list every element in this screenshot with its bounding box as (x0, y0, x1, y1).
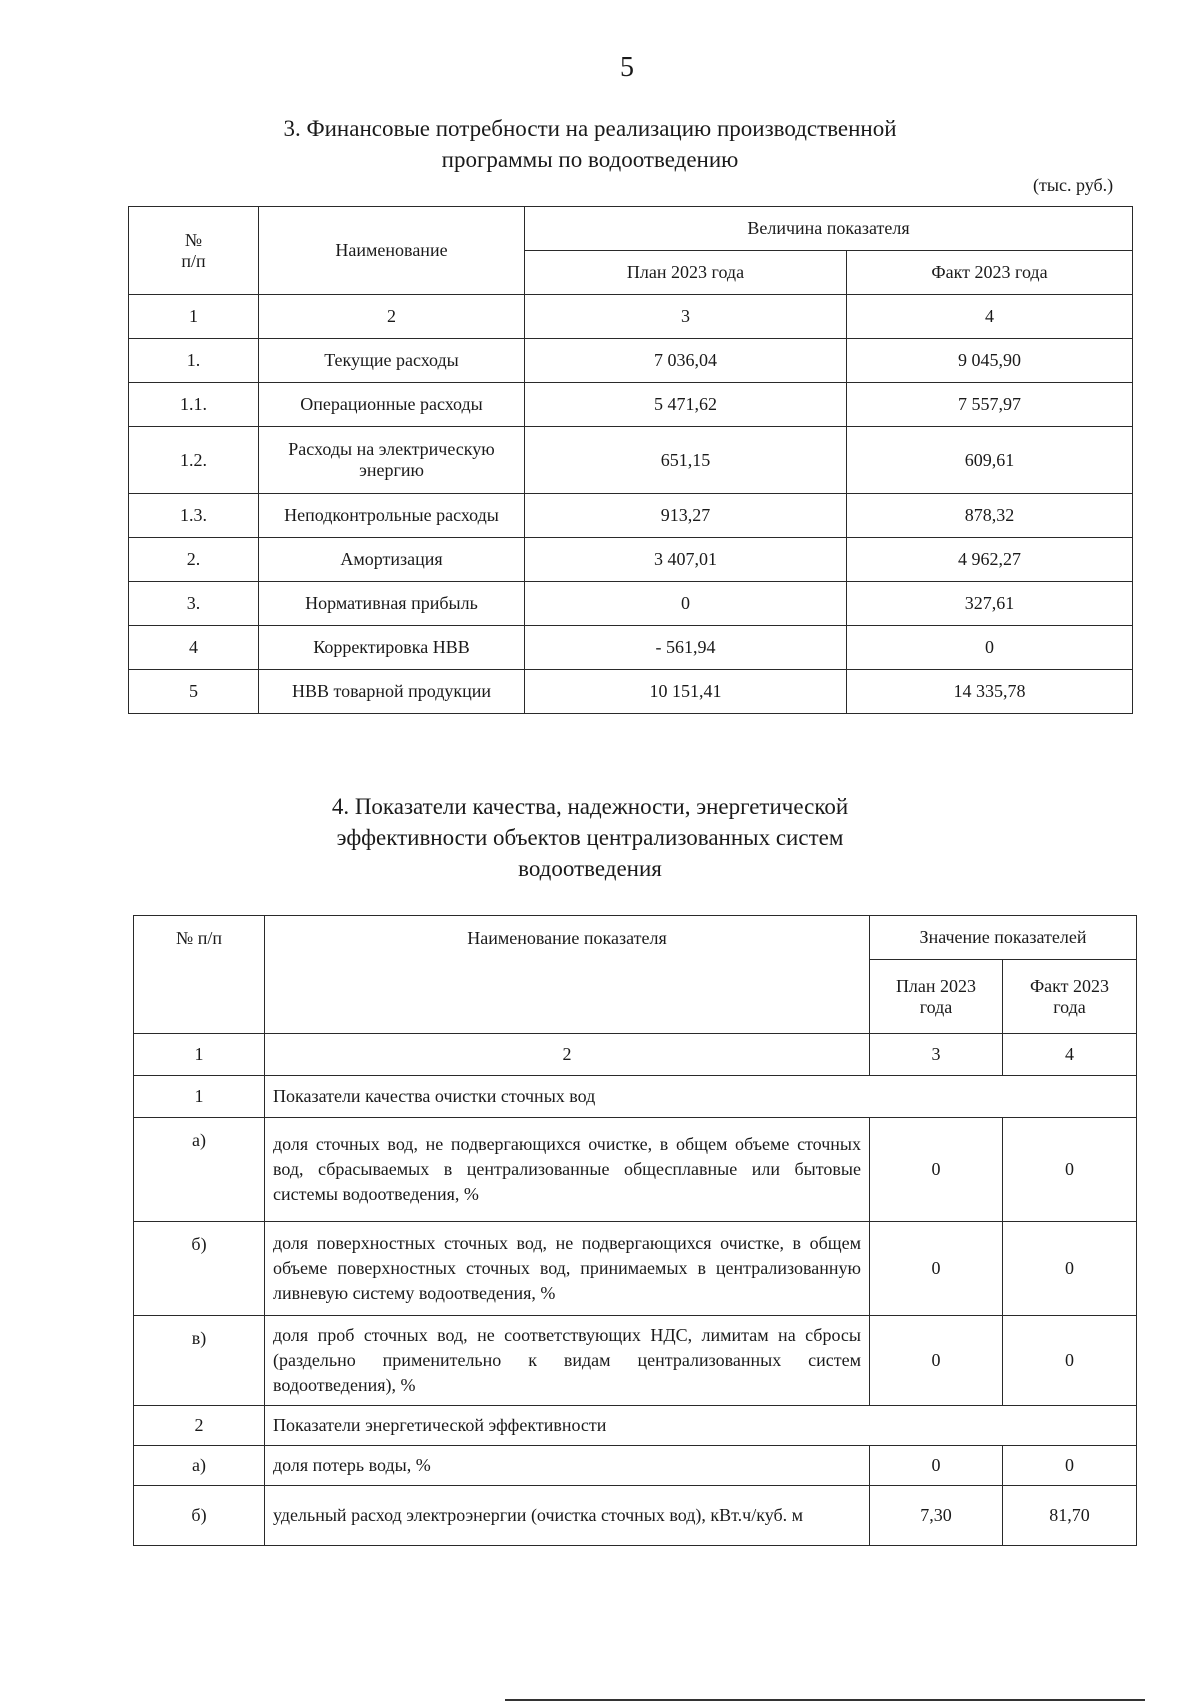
table-row (129, 538, 1133, 582)
table-row (129, 626, 1133, 670)
table-row (134, 1222, 1137, 1316)
section-title: Показатели энергетической эффективности (265, 1406, 1137, 1446)
header-plan: План 2023 года (525, 251, 847, 295)
column-number: 3 (870, 1034, 1003, 1076)
table-row (134, 1316, 1137, 1406)
row-number: б) (134, 1486, 265, 1546)
row-number: б) (134, 1222, 265, 1316)
row-name: Корректировка НВВ (259, 626, 525, 670)
plan-value: 913,27 (525, 494, 847, 538)
indicator-name: доля проб сточных вод, не соответствующих НДС, лимитам на сбросы (раздельно применительно к видам централизованных систем водоотведения), % (265, 1316, 870, 1406)
financial-needs-table (128, 206, 1133, 714)
table-row (129, 670, 1133, 714)
column-number: 1 (129, 295, 259, 339)
plan-value: 0 (870, 1222, 1003, 1316)
header-name: Наименование показателя (265, 916, 870, 1034)
plan-value: 0 (870, 1316, 1003, 1406)
row-number: 1.1. (129, 383, 259, 427)
header-number: № п/п (134, 916, 265, 1034)
fact-value: 4 962,27 (847, 538, 1133, 582)
plan-value: 5 471,62 (525, 383, 847, 427)
table-row (134, 1118, 1137, 1222)
fact-value: 0 (1003, 1222, 1137, 1316)
plan-value: 0 (525, 582, 847, 626)
row-name: Текущие расходы (259, 339, 525, 383)
table-row (129, 494, 1133, 538)
quality-title-line: водоотведения (518, 856, 662, 881)
indicator-name: доля поверхностных сточных вод, не подвергающихся очистке, в общем объеме поверхностных сточных вод, принимаемых в централизованную ливневую систему водоотведения, % (265, 1222, 870, 1316)
row-name: Неподконтрольные расходы (259, 494, 525, 538)
quality-title-line: эффективности объектов централизованных систем (336, 825, 844, 850)
row-number: 1. (129, 339, 259, 383)
row-number: 1.3. (129, 494, 259, 538)
table-row (129, 582, 1133, 626)
row-name: НВВ товарной продукции (259, 670, 525, 714)
fact-value: 0 (1003, 1118, 1137, 1222)
row-name: Расходы на электрическую энергию (259, 427, 525, 494)
fact-value: 0 (847, 626, 1133, 670)
fact-value: 327,61 (847, 582, 1133, 626)
table-row (129, 427, 1133, 494)
indicator-name: доля сточных вод, не подвергающихся очистке, в общем объеме сточных вод, сбрасываемых в централизованные общесплавные или бытовые системы водоотведения, % (265, 1118, 870, 1222)
fact-value: 14 335,78 (847, 670, 1133, 714)
row-name: Нормативная прибыль (259, 582, 525, 626)
header-fact: Факт 2023 года (847, 251, 1133, 295)
financial-title-line: программы по водоотведению (441, 147, 739, 172)
row-name: Амортизация (259, 538, 525, 582)
plan-value: 7,30 (870, 1486, 1003, 1546)
financial-section-title (270, 113, 910, 175)
row-number: а) (134, 1118, 265, 1222)
column-number: 3 (525, 295, 847, 339)
indicator-name: удельный расход электроэнергии (очистка сточных вод), кВт.ч/куб. м (265, 1486, 870, 1546)
section-number: 2 (134, 1406, 265, 1446)
fact-value: 0 (1003, 1316, 1137, 1406)
header-fact: Факт 2023 года (1003, 960, 1137, 1034)
indicator-name: доля потерь воды, % (265, 1446, 870, 1486)
section-row (134, 1406, 1137, 1446)
quality-title-line: 4. Показатели качества, надежности, энергетической (331, 794, 849, 819)
financial-title-line: 3. Финансовые потребности на реализацию производственной (283, 116, 897, 141)
plan-value: 7 036,04 (525, 339, 847, 383)
page-number: 5 (620, 52, 634, 83)
row-number: в) (134, 1316, 265, 1406)
header-number: № п/п (129, 207, 259, 295)
fact-value: 81,70 (1003, 1486, 1137, 1546)
column-number: 2 (265, 1034, 870, 1076)
plan-value: 3 407,01 (525, 538, 847, 582)
section-number: 1 (134, 1076, 265, 1118)
header-value-group: Значение показателей (870, 916, 1137, 960)
plan-value: - 561,94 (525, 626, 847, 670)
plan-value: 0 (870, 1118, 1003, 1222)
section-title: Показатели качества очистки сточных вод (265, 1076, 1137, 1118)
bottom-rule (505, 1699, 1145, 1701)
fact-value: 9 045,90 (847, 339, 1133, 383)
plan-value: 0 (870, 1446, 1003, 1486)
row-number: 3. (129, 582, 259, 626)
fact-value: 609,61 (847, 427, 1133, 494)
column-number: 4 (847, 295, 1133, 339)
column-number: 4 (1003, 1034, 1137, 1076)
fact-value: 0 (1003, 1446, 1137, 1486)
plan-value: 651,15 (525, 427, 847, 494)
row-number: 2. (129, 538, 259, 582)
row-number: 1.2. (129, 427, 259, 494)
table-row (134, 1486, 1137, 1546)
column-number: 2 (259, 295, 525, 339)
plan-value: 10 151,41 (525, 670, 847, 714)
section-row (134, 1076, 1137, 1118)
table-row (134, 1446, 1137, 1486)
table-row (129, 383, 1133, 427)
table-row (129, 339, 1133, 383)
header-name: Наименование (259, 207, 525, 295)
header-plan: План 2023 года (870, 960, 1003, 1034)
fact-value: 878,32 (847, 494, 1133, 538)
row-number: 5 (129, 670, 259, 714)
header-value-group: Величина показателя (525, 207, 1133, 251)
row-number: 4 (129, 626, 259, 670)
row-number: а) (134, 1446, 265, 1486)
row-name: Операционные расходы (259, 383, 525, 427)
quality-indicators-table (133, 915, 1137, 1546)
column-number: 1 (134, 1034, 265, 1076)
quality-section-title (300, 791, 880, 884)
currency-unit: (тыс. руб.) (1033, 175, 1114, 195)
fact-value: 7 557,97 (847, 383, 1133, 427)
